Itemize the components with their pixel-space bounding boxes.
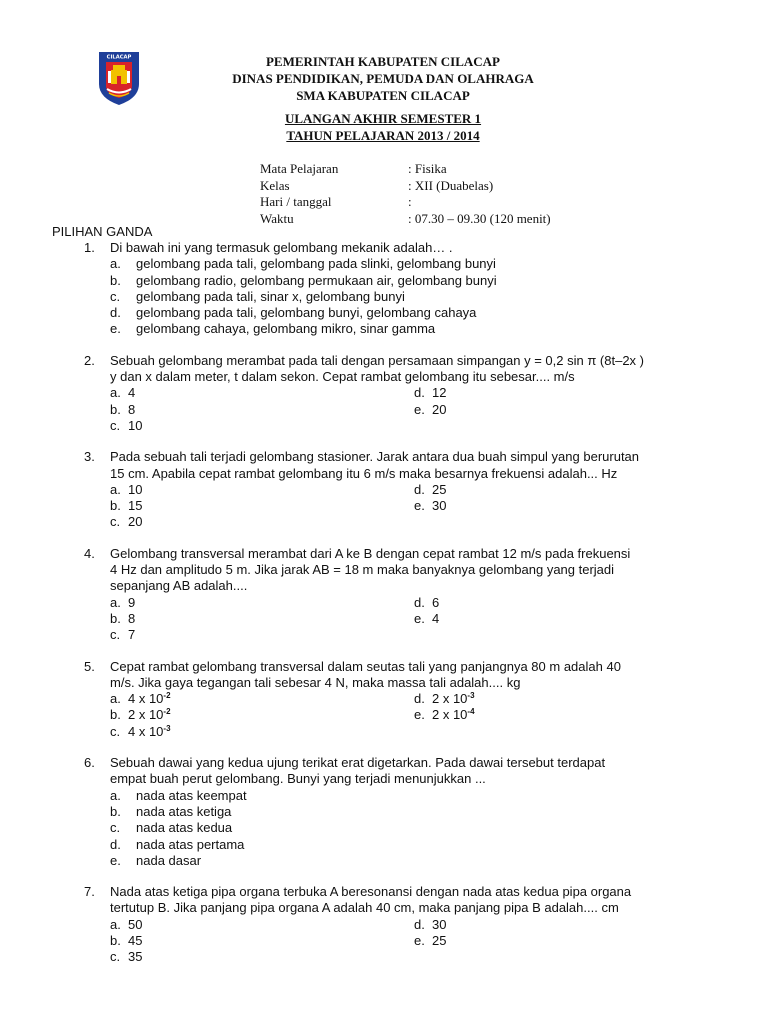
option-base: 4 x 10 bbox=[128, 691, 164, 707]
question-6 bbox=[84, 755, 724, 869]
option-base: 15 bbox=[128, 498, 143, 514]
option-text: nada dasar bbox=[136, 852, 202, 868]
option-list bbox=[110, 788, 724, 869]
option-value bbox=[128, 514, 142, 530]
option-item bbox=[110, 820, 724, 836]
option-letter: e. bbox=[414, 932, 425, 948]
option-grid bbox=[110, 595, 724, 644]
option-letter: e. bbox=[414, 610, 425, 626]
option-grid bbox=[110, 917, 724, 966]
question-3 bbox=[84, 449, 724, 530]
option-letter: c. bbox=[110, 820, 121, 836]
question-number: 5. bbox=[84, 658, 95, 674]
option-value bbox=[432, 595, 439, 611]
option-base: 30 bbox=[432, 916, 447, 932]
question-number: 7. bbox=[84, 884, 95, 900]
option-letter: a. bbox=[110, 256, 121, 272]
option-value bbox=[128, 385, 135, 401]
option-value bbox=[432, 611, 439, 627]
info-value: : 07.30 – 09.30 (120 menit) bbox=[408, 210, 551, 226]
info-row bbox=[260, 211, 551, 228]
option-item bbox=[414, 691, 714, 707]
option-letter: a. bbox=[110, 481, 121, 497]
option-item bbox=[110, 707, 414, 723]
option-item bbox=[110, 418, 414, 434]
option-text: gelombang pada tali, gelombang bunyi, gelombang cahaya bbox=[136, 305, 477, 321]
option-item bbox=[110, 273, 724, 289]
question-4 bbox=[84, 546, 724, 644]
question-text: Di bawah ini yang termasuk gelombang mekanik adalah… . bbox=[110, 240, 453, 255]
option-base: 4 bbox=[432, 610, 440, 626]
option-text: gelombang radio, gelombang permukaan air, gelombang bunyi bbox=[136, 272, 497, 288]
option-value bbox=[128, 482, 142, 498]
option-value bbox=[432, 691, 475, 707]
option-base: 7 bbox=[128, 627, 136, 643]
option-base: 20 bbox=[432, 401, 447, 417]
option-base: 8 bbox=[128, 610, 136, 626]
option-value bbox=[128, 418, 142, 434]
option-letter: c. bbox=[110, 417, 121, 433]
option-item bbox=[110, 321, 724, 337]
option-letter: b. bbox=[110, 803, 121, 819]
option-value bbox=[432, 402, 446, 418]
option-letter: d. bbox=[110, 305, 121, 321]
option-base: 25 bbox=[432, 481, 447, 497]
option-value bbox=[432, 707, 475, 723]
option-letter: c. bbox=[110, 288, 121, 304]
info-label: Hari / tanggal bbox=[260, 194, 332, 209]
academic-year: TAHUN PELAJARAN 2013 / 2014 bbox=[286, 128, 480, 143]
option-item bbox=[110, 498, 414, 514]
option-item bbox=[110, 595, 414, 611]
exam-title bbox=[140, 110, 626, 144]
option-item bbox=[110, 949, 414, 965]
option-item bbox=[110, 933, 414, 949]
info-value: : XII (Duabelas) bbox=[408, 177, 494, 193]
option-letter: b. bbox=[110, 498, 121, 514]
option-base: 10 bbox=[128, 481, 143, 497]
option-base: 25 bbox=[432, 932, 447, 948]
info-row bbox=[260, 194, 551, 211]
info-value: : bbox=[408, 194, 412, 209]
option-value bbox=[432, 933, 446, 949]
option-letter: c. bbox=[110, 514, 121, 530]
letterhead-department: DINAS PENDIDIKAN, PEMUDA DAN OLAHRAGA bbox=[232, 71, 534, 86]
option-item bbox=[110, 691, 414, 707]
option-letter: a. bbox=[110, 594, 121, 610]
option-value bbox=[432, 482, 446, 498]
option-exponent: -3 bbox=[467, 691, 475, 701]
option-item bbox=[110, 611, 414, 627]
section-title: PILIHAN GANDA bbox=[52, 224, 153, 239]
option-base: 9 bbox=[128, 594, 136, 610]
option-item bbox=[414, 482, 714, 498]
info-value: : Fisika bbox=[408, 161, 447, 176]
option-value bbox=[128, 498, 142, 514]
option-item bbox=[110, 627, 414, 643]
option-item bbox=[414, 385, 714, 401]
option-exponent: -4 bbox=[467, 707, 475, 717]
option-item bbox=[414, 933, 714, 949]
option-item bbox=[110, 853, 724, 869]
exam-info bbox=[260, 161, 551, 227]
question-number: 4. bbox=[84, 545, 95, 561]
question-number: 2. bbox=[84, 352, 95, 368]
option-value bbox=[432, 498, 446, 514]
question-text: Sebuah gelombang merambat pada tali dengan persamaan simpangan y = 0,2 sin π (8t–2x ) y dan x dalam meter, t dalam sekon. Cepat rambat gelombang itu sebesar.... m/s bbox=[110, 352, 644, 385]
option-letter: e. bbox=[414, 401, 425, 417]
question-text: Nada atas ketiga pipa organa terbuka A beresonansi dengan nada atas kedua pipa organa tertutup B. Jika panjang pipa organa A adalah 40 cm, maka panjang pipa B adalah.... cm bbox=[110, 884, 632, 916]
option-value bbox=[432, 917, 446, 933]
info-label: Waktu bbox=[260, 210, 294, 226]
option-letter: c. bbox=[110, 723, 121, 739]
option-base: 2 x 10 bbox=[128, 707, 164, 723]
option-value bbox=[128, 724, 171, 740]
option-item bbox=[110, 514, 414, 530]
option-item bbox=[414, 402, 714, 418]
option-letter: c. bbox=[110, 949, 121, 965]
option-exponent: -3 bbox=[163, 723, 171, 733]
option-item bbox=[414, 707, 714, 723]
letterhead-government: PEMERINTAH KABUPATEN CILACAP bbox=[265, 54, 500, 69]
option-item bbox=[414, 917, 714, 933]
question-list bbox=[84, 240, 724, 981]
option-text: gelombang pada tali, sinar x, gelombang bunyi bbox=[136, 288, 405, 304]
option-letter: a. bbox=[110, 691, 121, 707]
info-row bbox=[260, 178, 551, 195]
option-text: nada atas ketiga bbox=[136, 803, 232, 819]
option-item bbox=[110, 837, 724, 853]
option-letter: b. bbox=[110, 401, 121, 417]
option-value bbox=[128, 611, 135, 627]
exam-name: ULANGAN AKHIR SEMESTER 1 bbox=[284, 111, 482, 126]
option-grid bbox=[110, 385, 724, 434]
question-number: 6. bbox=[84, 755, 95, 771]
option-letter: d. bbox=[414, 691, 425, 707]
option-letter: d. bbox=[414, 481, 425, 497]
option-value bbox=[128, 917, 142, 933]
question-7 bbox=[84, 884, 724, 965]
option-value bbox=[128, 949, 142, 965]
option-text: gelombang cahaya, gelombang mikro, sinar gamma bbox=[136, 321, 436, 337]
option-item bbox=[110, 385, 414, 401]
option-item bbox=[110, 402, 414, 418]
question-5 bbox=[84, 659, 724, 740]
option-value bbox=[128, 691, 171, 707]
option-item bbox=[110, 482, 414, 498]
option-item bbox=[110, 289, 724, 305]
option-base: 2 x 10 bbox=[432, 707, 468, 723]
option-text: gelombang pada tali, gelombang pada slinki, gelombang bunyi bbox=[136, 256, 496, 272]
option-letter: d. bbox=[414, 594, 425, 610]
logo-text: CILACAP bbox=[106, 54, 132, 61]
question-2 bbox=[84, 353, 724, 434]
cilacap-regency-logo bbox=[96, 50, 142, 106]
option-base: 12 bbox=[432, 385, 447, 401]
info-label: Kelas bbox=[260, 177, 290, 193]
letterhead-school: SMA KABUPATEN CILACAP bbox=[296, 88, 470, 103]
option-base: 35 bbox=[128, 949, 143, 965]
question-text: Gelombang transversal merambat dari A ke B dengan cepat rambat 12 m/s pada frekuensi 4 Hz dan amplitudo 5 m. Jika jarak AB = 18 m maka banyaknya gelombang yang terjadi sepanjang AB adalah.... bbox=[110, 545, 631, 594]
option-exponent: -2 bbox=[163, 707, 171, 717]
option-exponent: -2 bbox=[163, 691, 171, 701]
question-text: Sebuah dawai yang kedua ujung terikat erat digetarkan. Pada dawai tersebut terdapat empat buah perut gelombang. Bunyi yang terjadi menunjukkan ... bbox=[110, 755, 606, 787]
option-item bbox=[110, 305, 724, 321]
option-letter: e. bbox=[414, 707, 425, 723]
option-base: 4 x 10 bbox=[128, 723, 164, 739]
option-letter: a. bbox=[110, 916, 121, 932]
option-grid bbox=[110, 691, 724, 740]
option-letter: e. bbox=[110, 321, 121, 337]
option-text: nada atas kedua bbox=[136, 820, 233, 836]
option-grid bbox=[110, 482, 724, 531]
option-base: 6 bbox=[432, 594, 440, 610]
option-base: 20 bbox=[128, 514, 143, 530]
option-value bbox=[128, 595, 135, 611]
letterhead bbox=[140, 53, 626, 104]
option-letter: c. bbox=[110, 627, 121, 643]
option-item bbox=[414, 595, 714, 611]
option-value bbox=[128, 933, 142, 949]
question-number: 3. bbox=[84, 449, 95, 465]
option-base: 10 bbox=[128, 417, 143, 433]
option-item bbox=[110, 724, 414, 740]
option-item bbox=[110, 917, 414, 933]
option-item bbox=[414, 611, 714, 627]
option-value bbox=[128, 707, 171, 723]
question-text: Pada sebuah tali terjadi gelombang stasioner. Jarak antara dua buah simpul yang berurutan 15 cm. Apabila cepat rambat gelombang itu 6 m/s maka besarnya frekuensi adalah... Hz bbox=[110, 449, 640, 481]
option-value bbox=[432, 385, 446, 401]
option-list bbox=[110, 256, 724, 337]
question-number: 1. bbox=[84, 240, 95, 255]
option-base: 2 x 10 bbox=[432, 691, 468, 707]
info-row bbox=[260, 161, 551, 178]
option-text: nada atas keempat bbox=[136, 787, 247, 803]
option-item bbox=[110, 804, 724, 820]
option-item bbox=[110, 788, 724, 804]
option-letter: b. bbox=[110, 932, 121, 948]
option-base: 45 bbox=[128, 932, 143, 948]
option-letter: e. bbox=[110, 852, 121, 868]
option-letter: d. bbox=[110, 836, 121, 852]
option-base: 8 bbox=[128, 401, 136, 417]
option-item bbox=[414, 498, 714, 514]
option-letter: b. bbox=[110, 707, 121, 723]
option-letter: d. bbox=[414, 385, 425, 401]
option-text: nada atas pertama bbox=[136, 836, 245, 852]
option-letter: b. bbox=[110, 610, 121, 626]
option-letter: a. bbox=[110, 787, 121, 803]
option-letter: d. bbox=[414, 916, 425, 932]
option-value bbox=[128, 627, 135, 643]
option-value bbox=[128, 402, 135, 418]
option-base: 30 bbox=[432, 498, 447, 514]
option-letter: b. bbox=[110, 272, 121, 288]
option-base: 50 bbox=[128, 916, 143, 932]
question-text: Cepat rambat gelombang transversal dalam seutas tali yang panjangnya 80 m adalah 40 m/s. Jika gaya tegangan tali sebesar 4 N, maka massa tali adalah.... kg bbox=[110, 658, 621, 690]
option-item bbox=[110, 256, 724, 272]
option-letter: e. bbox=[414, 498, 425, 514]
option-letter: a. bbox=[110, 385, 121, 401]
option-base: 4 bbox=[128, 385, 136, 401]
question-1 bbox=[84, 240, 724, 338]
info-label: Mata Pelajaran bbox=[260, 161, 339, 176]
